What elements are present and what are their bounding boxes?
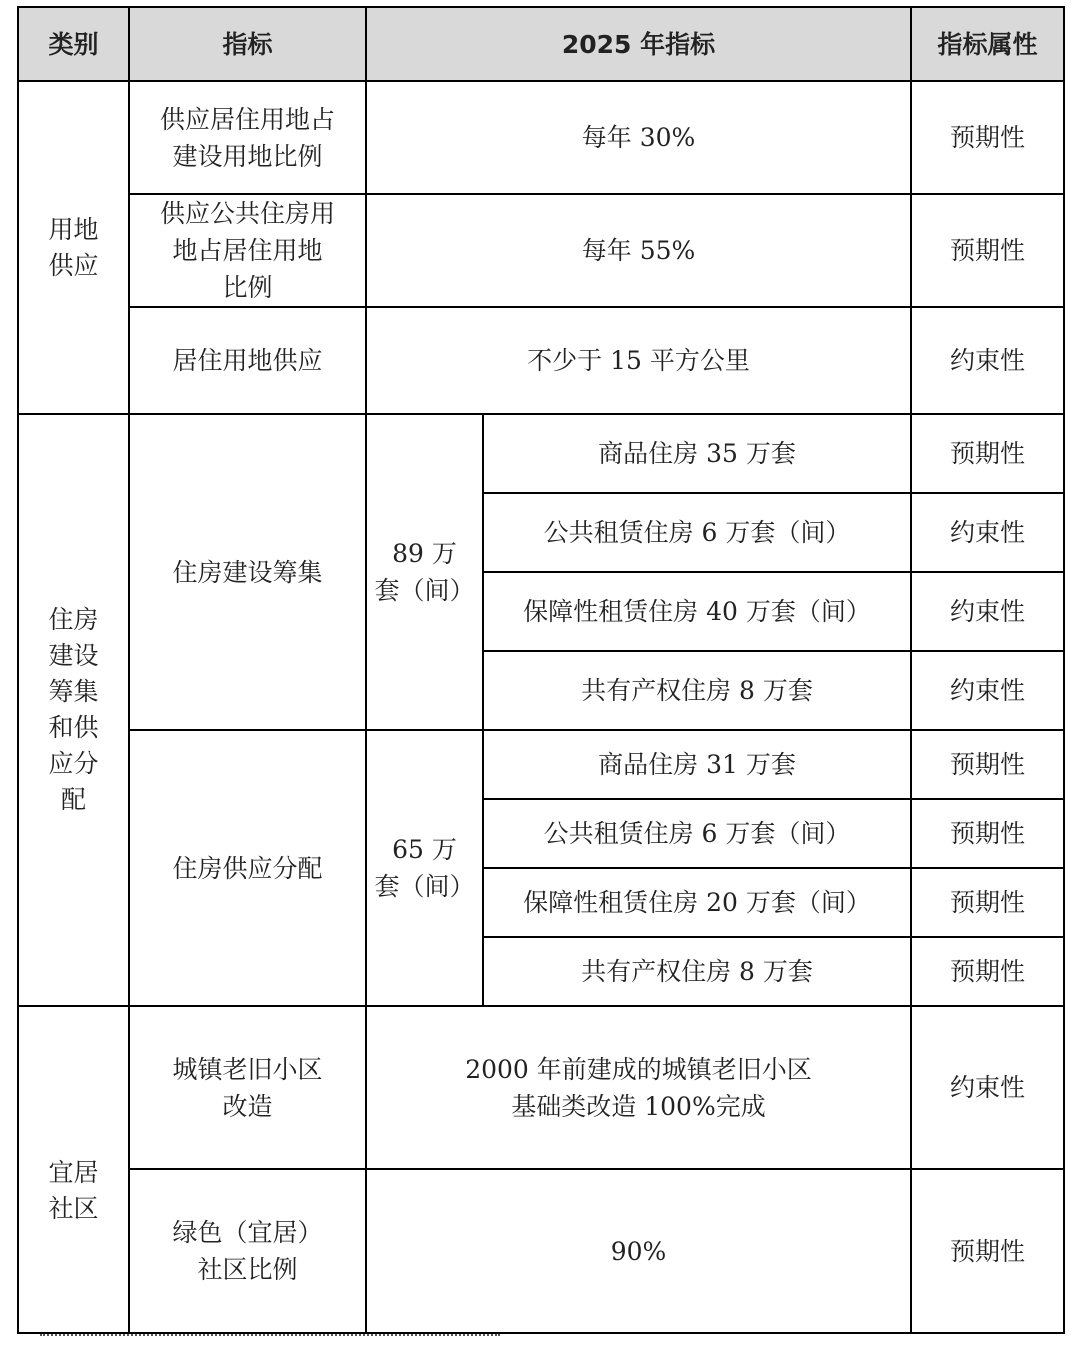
indicator-cell: 住房建设筹集	[129, 414, 366, 730]
indicator-cell: 绿色（宜居） 社区比例	[129, 1169, 366, 1333]
category-housing: 住房 建设 筹集 和供 应分 配	[18, 414, 129, 1006]
indicator-cell: 住房供应分配	[129, 730, 366, 1006]
table-row	[18, 81, 1064, 194]
total-cell: 65 万 套（间）	[366, 730, 483, 1006]
target-cell: 2000 年前建成的城镇老旧小区 基础类改造 100%完成	[366, 1006, 911, 1169]
attribute-cell: 预期性	[911, 414, 1064, 493]
target-cell: 商品住房 31 万套	[483, 730, 911, 799]
target-cell: 公共租赁住房 6 万套（间）	[483, 799, 911, 868]
attribute-cell: 预期性	[911, 1169, 1064, 1333]
target-cell: 共有产权住房 8 万套	[483, 651, 911, 730]
target-cell: 保障性租赁住房 40 万套（间）	[483, 572, 911, 651]
header-target: 2025 年指标	[366, 7, 911, 81]
header-category: 类别	[18, 7, 129, 81]
header-attribute: 指标属性	[911, 7, 1064, 81]
indicator-cell: 城镇老旧小区 改造	[129, 1006, 366, 1169]
attribute-cell: 约束性	[911, 651, 1064, 730]
attribute-cell: 约束性	[911, 493, 1064, 572]
target-cell: 共有产权住房 8 万套	[483, 937, 911, 1006]
table-row	[18, 1006, 1064, 1169]
target-cell: 每年 30%	[366, 81, 911, 194]
attribute-cell: 预期性	[911, 868, 1064, 937]
target-cell: 不少于 15 平方公里	[366, 307, 911, 414]
attribute-cell: 预期性	[911, 730, 1064, 799]
table-row	[18, 730, 1064, 799]
target-cell: 公共租赁住房 6 万套（间）	[483, 493, 911, 572]
indicator-table	[17, 6, 1065, 1334]
attribute-cell: 预期性	[911, 799, 1064, 868]
table-row	[18, 1169, 1064, 1333]
attribute-cell: 预期性	[911, 194, 1064, 307]
target-cell: 商品住房 35 万套	[483, 414, 911, 493]
table-row	[18, 414, 1064, 493]
table-row	[18, 194, 1064, 307]
header-indicator: 指标	[129, 7, 366, 81]
cropped-footnote-edge	[40, 1334, 500, 1346]
total-cell: 89 万 套（间）	[366, 414, 483, 730]
target-cell: 每年 55%	[366, 194, 911, 307]
indicator-cell: 供应居住用地占 建设用地比例	[129, 81, 366, 194]
category-community: 宜居 社区	[18, 1006, 129, 1333]
category-land: 用地 供应	[18, 81, 129, 414]
target-cell: 保障性租赁住房 20 万套（间）	[483, 868, 911, 937]
attribute-cell: 约束性	[911, 307, 1064, 414]
attribute-cell: 预期性	[911, 81, 1064, 194]
target-cell: 90%	[366, 1169, 911, 1333]
table-row	[18, 307, 1064, 414]
indicator-cell: 供应公共住房用 地占居住用地 比例	[129, 194, 366, 307]
attribute-cell: 预期性	[911, 937, 1064, 1006]
indicator-cell: 居住用地供应	[129, 307, 366, 414]
header-row	[18, 7, 1064, 81]
attribute-cell: 约束性	[911, 572, 1064, 651]
attribute-cell: 约束性	[911, 1006, 1064, 1169]
